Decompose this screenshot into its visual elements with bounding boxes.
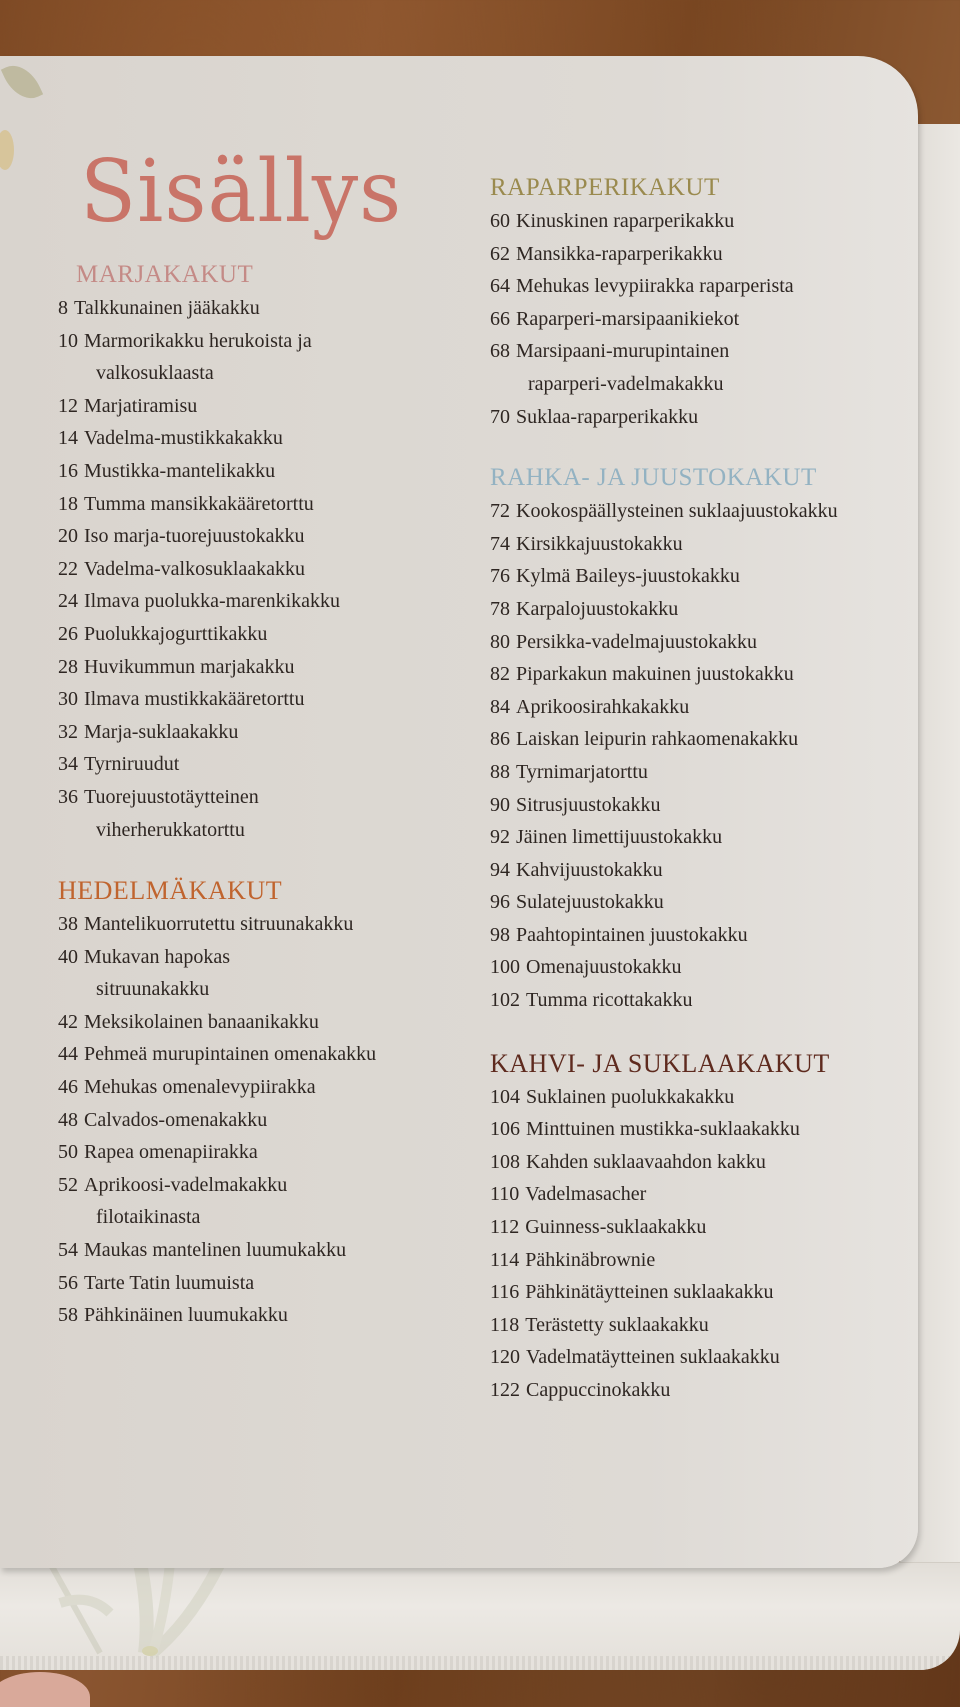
recipe-title: Kahvijuustokakku bbox=[516, 858, 663, 881]
page-number: 102 bbox=[490, 989, 520, 1012]
page-number: 100 bbox=[490, 956, 520, 979]
toc-entry bbox=[490, 1276, 910, 1309]
page-number: 104 bbox=[490, 1085, 520, 1108]
page-number: 38 bbox=[58, 913, 78, 936]
toc-entry bbox=[490, 1113, 910, 1146]
recipe-title: Huvikummun marjakakku bbox=[84, 655, 295, 678]
page-number: 22 bbox=[58, 557, 78, 580]
page-number: 92 bbox=[490, 826, 510, 849]
recipe-title: Pähkinäinen luumukakku bbox=[84, 1304, 288, 1327]
section-heading: HEDELMÄKAKUT bbox=[58, 876, 283, 906]
entry-list bbox=[490, 205, 910, 433]
recipe-title: Iso marja-tuorejuustokakku bbox=[84, 525, 305, 548]
entry-list bbox=[58, 908, 448, 1332]
page-number: 12 bbox=[58, 394, 78, 417]
toc-entry bbox=[58, 941, 448, 1006]
recipe-title: Ilmava mustikkakääretorttu bbox=[84, 688, 305, 711]
recipe-title: Puolukkajogurttikakku bbox=[84, 622, 268, 645]
recipe-title: Piparkakun makuinen juustokakku bbox=[516, 663, 794, 686]
toc-entry bbox=[490, 658, 910, 691]
page-number: 94 bbox=[490, 858, 510, 881]
toc-entry bbox=[58, 455, 448, 488]
section-rahka-juustokakut bbox=[490, 463, 910, 1017]
page-number: 36 bbox=[58, 785, 78, 808]
recipe-title: Marsipaani-murupintainen bbox=[516, 340, 730, 363]
recipe-title: Aprikoosi-vadelmakakku bbox=[84, 1173, 288, 1196]
toc-entry bbox=[58, 1169, 448, 1234]
toc-entry bbox=[58, 488, 448, 521]
toc-entry bbox=[490, 756, 910, 789]
toc-entry bbox=[490, 1178, 910, 1211]
recipe-title: Minttuinen mustikka-suklaakakku bbox=[526, 1118, 800, 1141]
recipe-title: Raparperi-marsipaanikiekot bbox=[516, 307, 740, 330]
section-heading: KAHVI- JA SUKLAAKAKUT bbox=[490, 1048, 830, 1078]
section-raparperikakut bbox=[490, 173, 910, 433]
recipe-title: Guinness-suklaakakku bbox=[525, 1216, 707, 1239]
toc-entry bbox=[490, 951, 910, 984]
toc-entry bbox=[490, 821, 910, 854]
recipe-title: Cappuccinokakku bbox=[526, 1379, 671, 1401]
page-number: 80 bbox=[490, 630, 510, 653]
recipe-title: Marmorikakku herukoista ja bbox=[84, 329, 312, 352]
page-number: 54 bbox=[58, 1239, 78, 1262]
page-number: 58 bbox=[58, 1304, 78, 1327]
recipe-title: Jäinen limettijuustokakku bbox=[516, 826, 723, 849]
page-number: 96 bbox=[490, 891, 510, 914]
toc-entry bbox=[490, 238, 910, 271]
recipe-title: Pähkinäbrownie bbox=[525, 1248, 656, 1271]
recipe-title: Marjatiramisu bbox=[84, 394, 198, 417]
toc-entry bbox=[58, 1299, 448, 1332]
recipe-title: Kylmä Baileys-juustokakku bbox=[516, 565, 740, 588]
page-number: 10 bbox=[58, 329, 78, 352]
recipe-title: Laiskan leipurin rahkaomenakakku bbox=[516, 728, 799, 751]
page-number: 44 bbox=[58, 1043, 78, 1066]
recipe-title: Maukas mantelinen luumukakku bbox=[84, 1239, 347, 1262]
page-number: 8 bbox=[58, 297, 68, 319]
page-number: 90 bbox=[490, 793, 510, 816]
recipe-title: Kinuskinen raparperikakku bbox=[516, 210, 735, 232]
section-marjakakut bbox=[58, 260, 448, 846]
page-number: 52 bbox=[58, 1173, 78, 1196]
recipe-title: Sulatejuustokakku bbox=[516, 891, 664, 914]
toc-entry bbox=[58, 390, 448, 423]
recipe-title-continuation: filotaikinasta bbox=[96, 1206, 201, 1229]
page-number: 62 bbox=[490, 242, 510, 265]
section-heading: MARJAKAKUT bbox=[76, 261, 254, 288]
page-number: 24 bbox=[58, 590, 78, 613]
page-number: 98 bbox=[490, 923, 510, 946]
recipe-title: Suklainen puolukkakakku bbox=[526, 1085, 735, 1108]
recipe-title: Paahtopintainen juustokakku bbox=[516, 923, 748, 946]
page-number: 108 bbox=[490, 1150, 520, 1173]
page-number: 40 bbox=[58, 945, 78, 968]
recipe-title: Tyrniruudut bbox=[84, 753, 180, 776]
recipe-title: Karpalojuustokakku bbox=[516, 597, 679, 620]
recipe-title: Kirsikkajuustokakku bbox=[516, 532, 683, 555]
toc-entry bbox=[490, 691, 910, 724]
underlying-page-edge-bottom bbox=[0, 1562, 960, 1670]
entry-list bbox=[490, 1081, 910, 1407]
page-number: 50 bbox=[58, 1141, 78, 1164]
page-stack-edge bbox=[0, 1656, 960, 1670]
page-number: 122 bbox=[490, 1379, 520, 1401]
floral-illustration-icon bbox=[20, 1563, 340, 1663]
recipe-title: Omenajuustokakku bbox=[526, 956, 682, 979]
page-number: 60 bbox=[490, 210, 510, 232]
hand-finger bbox=[0, 1672, 90, 1707]
toc-entry bbox=[490, 270, 910, 303]
toc-entry bbox=[58, 520, 448, 553]
section-kahvi-suklaakakut bbox=[490, 1049, 910, 1407]
recipe-title-continuation: raparperi-vadelmakakku bbox=[528, 372, 724, 395]
toc-entry bbox=[58, 716, 448, 749]
page-number: 110 bbox=[490, 1183, 520, 1206]
recipe-title-continuation: valkosuklaasta bbox=[96, 362, 214, 385]
page-number: 70 bbox=[490, 405, 510, 428]
recipe-title: Tuorejuustotäytteinen bbox=[84, 785, 259, 808]
toc-entry bbox=[490, 1211, 910, 1244]
page-number: 18 bbox=[58, 492, 78, 515]
recipe-title: Kahden suklaavaahdon kakku bbox=[526, 1150, 766, 1173]
recipe-title: Meksikolainen banaanikakku bbox=[84, 1010, 319, 1033]
recipe-title: Rapea omenapiirakka bbox=[84, 1141, 258, 1164]
toc-entry bbox=[58, 908, 448, 941]
toc-entry bbox=[58, 1267, 448, 1300]
section-heading: RAHKA- JA JUUSTOKAKUT bbox=[490, 464, 817, 492]
recipe-title: Terästetty suklaakakku bbox=[525, 1313, 709, 1336]
page-number: 116 bbox=[490, 1281, 520, 1304]
toc-entry bbox=[58, 325, 448, 390]
toc-entry bbox=[58, 651, 448, 684]
toc-entry bbox=[490, 626, 910, 659]
toc-entry bbox=[58, 618, 448, 651]
toc-entry bbox=[490, 593, 910, 626]
toc-entry bbox=[490, 1309, 910, 1342]
toc-entry bbox=[490, 984, 910, 1017]
toc-entry bbox=[58, 1234, 448, 1267]
recipe-title: Persikka-vadelmajuustokakku bbox=[516, 630, 758, 653]
toc-entry bbox=[490, 495, 910, 528]
toc-entry bbox=[490, 919, 910, 952]
entry-list bbox=[490, 495, 910, 1017]
toc-entry bbox=[58, 683, 448, 716]
page-number: 26 bbox=[58, 622, 78, 645]
toc-entry bbox=[490, 1081, 910, 1114]
toc-entry bbox=[490, 1374, 910, 1407]
toc-entry bbox=[58, 1006, 448, 1039]
recipe-title: Mustikka-mantelikakku bbox=[84, 459, 276, 482]
recipe-title: Mehukas omenalevypiirakka bbox=[84, 1076, 316, 1099]
page-number: 84 bbox=[490, 695, 510, 718]
recipe-title: Vadelmatäytteinen suklaakakku bbox=[526, 1346, 780, 1369]
page-number: 82 bbox=[490, 663, 510, 686]
toc-entry bbox=[58, 1104, 448, 1137]
page-number: 106 bbox=[490, 1118, 520, 1141]
recipe-title: Talkkunainen jääkakku bbox=[74, 297, 260, 319]
toc-entry bbox=[58, 1136, 448, 1169]
toc-entry bbox=[58, 585, 448, 618]
toc-entry bbox=[58, 1071, 448, 1104]
toc-entry bbox=[490, 335, 910, 400]
toc-entry bbox=[58, 781, 448, 846]
toc-column-left bbox=[58, 260, 448, 1366]
page-number: 74 bbox=[490, 532, 510, 555]
page-number: 86 bbox=[490, 728, 510, 751]
toc-entry bbox=[490, 401, 910, 434]
leaf-decoration-icon bbox=[1, 58, 43, 106]
toc-entry bbox=[58, 748, 448, 781]
page-number: 28 bbox=[58, 655, 78, 678]
page-number: 46 bbox=[58, 1076, 78, 1099]
recipe-title: Vadelma-mustikkakakku bbox=[84, 427, 283, 450]
recipe-title: Marja-suklaakakku bbox=[84, 720, 239, 743]
page-number: 120 bbox=[490, 1346, 520, 1369]
toc-entry bbox=[58, 1038, 448, 1071]
recipe-title: Suklaa-raparperikakku bbox=[516, 405, 699, 428]
page-number: 32 bbox=[58, 720, 78, 743]
recipe-title: Vadelmasacher bbox=[525, 1183, 647, 1206]
page-number: 118 bbox=[490, 1313, 520, 1336]
toc-entry bbox=[490, 303, 910, 336]
toc-entry bbox=[490, 1146, 910, 1179]
section-hedelmakakut bbox=[58, 876, 448, 1332]
toc-entry bbox=[58, 292, 448, 325]
page-number: 14 bbox=[58, 427, 78, 450]
recipe-title: Tumma ricottakakku bbox=[526, 989, 693, 1012]
toc-entry bbox=[490, 723, 910, 756]
recipe-title: Aprikoosirahkakakku bbox=[516, 695, 690, 718]
toc-entry bbox=[58, 553, 448, 586]
page-number: 64 bbox=[490, 275, 510, 298]
recipe-title: Vadelma-valkosuklaakakku bbox=[84, 557, 306, 580]
petal-decoration-icon bbox=[0, 130, 14, 170]
recipe-title-continuation: sitruunakakku bbox=[96, 978, 210, 1001]
toc-entry bbox=[490, 854, 910, 887]
entry-list bbox=[58, 292, 448, 846]
recipe-title: Tarte Tatin luumuista bbox=[84, 1271, 255, 1294]
page-number: 78 bbox=[490, 597, 510, 620]
recipe-title: Mukavan hapokas bbox=[84, 945, 231, 968]
page-number: 56 bbox=[58, 1271, 78, 1294]
recipe-title: Pehmeä murupintainen omenakakku bbox=[84, 1043, 377, 1066]
toc-entry bbox=[490, 1244, 910, 1277]
page-number: 76 bbox=[490, 565, 510, 588]
page-number: 88 bbox=[490, 760, 510, 783]
toc-entry bbox=[490, 1341, 910, 1374]
recipe-title: Kookospäällysteinen suklaajuustokakku bbox=[516, 500, 838, 523]
page-number: 114 bbox=[490, 1248, 520, 1271]
toc-entry bbox=[490, 886, 910, 919]
toc-entry bbox=[490, 528, 910, 561]
section-heading: RAPARPERIKAKUT bbox=[490, 174, 720, 201]
recipe-title: Mehukas levypiirakka raparperista bbox=[516, 275, 794, 298]
toc-entry bbox=[58, 422, 448, 455]
page-number: 66 bbox=[490, 307, 510, 330]
toc-column-right bbox=[490, 173, 910, 1441]
recipe-title: Mansikka-raparperikakku bbox=[516, 242, 723, 265]
toc-entry bbox=[490, 789, 910, 822]
toc-entry bbox=[490, 560, 910, 593]
recipe-title: Sitrusjuustokakku bbox=[516, 793, 661, 816]
page-number: 16 bbox=[58, 459, 78, 482]
recipe-title: Ilmava puolukka-marenkikakku bbox=[84, 590, 341, 613]
page-number: 30 bbox=[58, 688, 78, 711]
page-number: 48 bbox=[58, 1108, 78, 1131]
page-number: 42 bbox=[58, 1010, 78, 1033]
page-number: 72 bbox=[490, 500, 510, 523]
recipe-title: Calvados-omenakakku bbox=[84, 1108, 268, 1131]
recipe-title: Tumma mansikkakääretorttu bbox=[84, 492, 314, 515]
recipe-title: Pähkinätäytteinen suklaakakku bbox=[525, 1281, 774, 1304]
page-number: 20 bbox=[58, 525, 78, 548]
toc-entry bbox=[490, 205, 910, 238]
recipe-title: Tyrnimarjatorttu bbox=[516, 760, 648, 783]
page-number: 68 bbox=[490, 340, 510, 363]
recipe-title-continuation: viherherukkatorttu bbox=[96, 818, 245, 841]
page-title: Sisällys bbox=[80, 142, 403, 242]
page-number: 112 bbox=[490, 1216, 520, 1239]
page-number: 34 bbox=[58, 753, 78, 776]
recipe-title: Mantelikuorrutettu sitruunakakku bbox=[84, 913, 354, 936]
